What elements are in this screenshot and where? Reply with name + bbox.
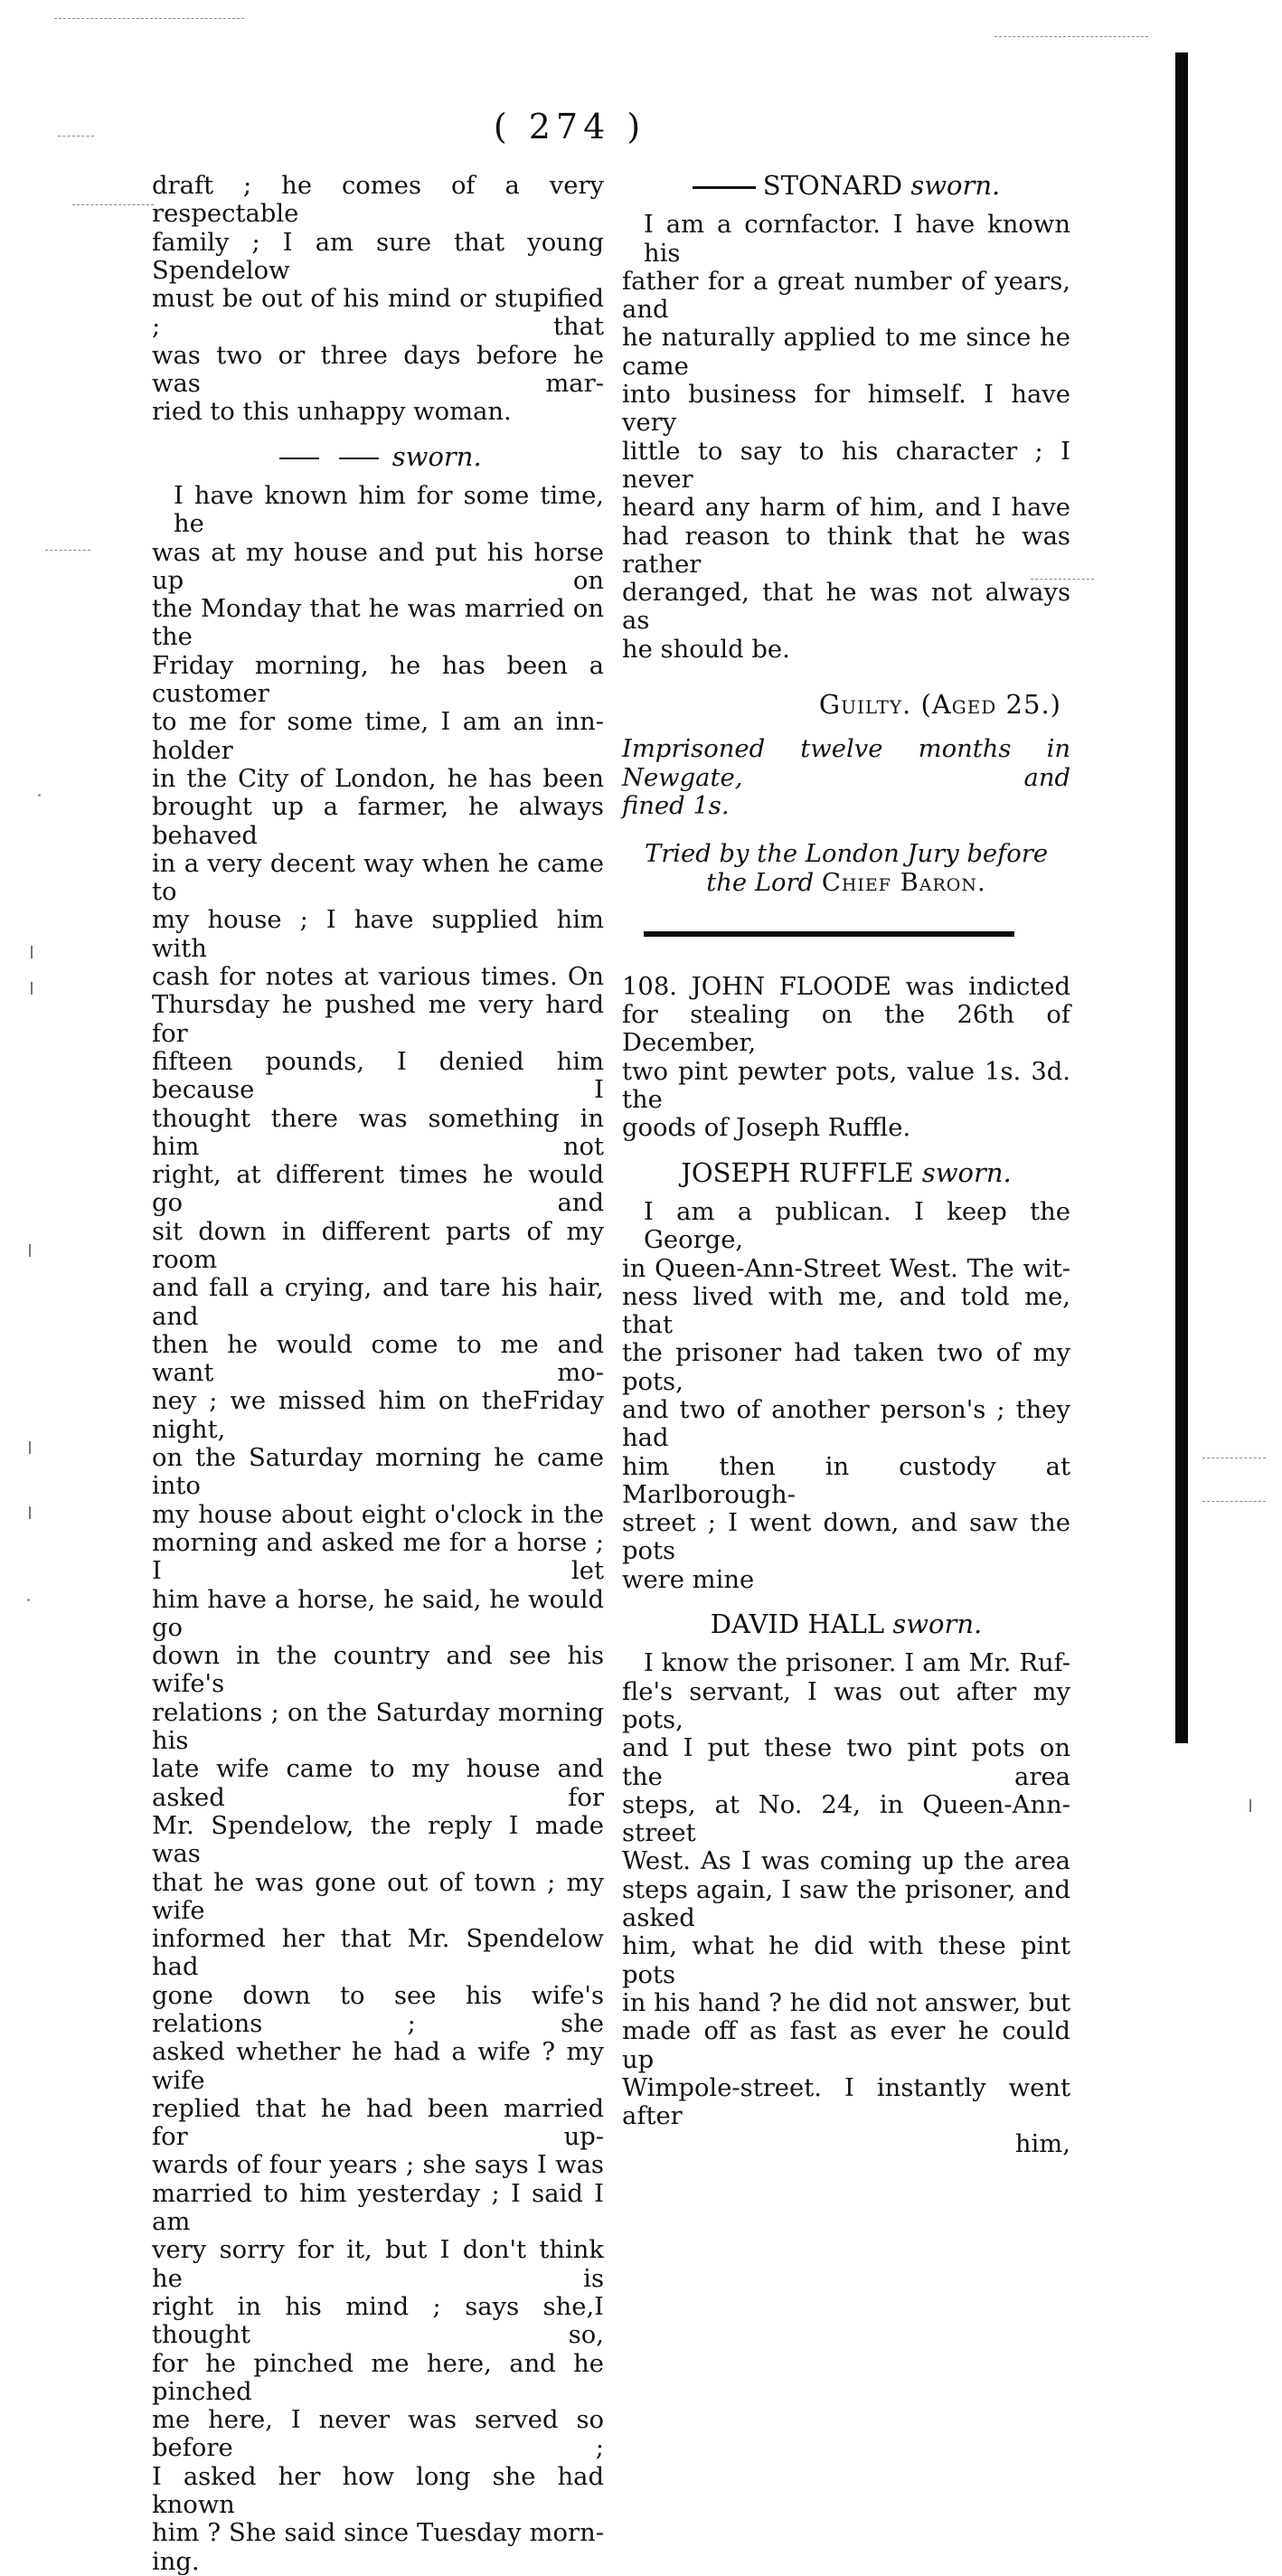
text-line: for stealing on the 26th of December,	[622, 1001, 1070, 1058]
text-line: right, at different times he would go and	[152, 1161, 604, 1218]
text-line: the Monday that he was married on the	[152, 595, 604, 652]
scan-mark	[29, 1244, 31, 1257]
name-blank-rule	[279, 458, 319, 459]
scan-mark	[29, 1441, 31, 1454]
text-line: West. As I was coming up the area	[622, 1847, 1070, 1876]
text-line: informed her that Mr. Spendelow had	[152, 1925, 604, 1982]
witness-name: STONARD	[762, 170, 903, 201]
sworn-label: sworn.	[921, 1156, 1012, 1188]
text-line: in his hand ? he did not answer, but	[622, 1988, 1070, 2017]
testimony-paragraph	[152, 482, 604, 2576]
witness-heading	[152, 440, 604, 472]
text-line: wards of four years ; she says I was	[152, 2151, 604, 2180]
text-line: family ; I am sure that young Spendelow	[152, 228, 604, 285]
page-number: ( 274 )	[493, 107, 646, 146]
judge-title: Chief Baron.	[821, 868, 986, 897]
text-line: Imprisoned twelve months in Newgate, and	[622, 735, 1070, 792]
text-line: he naturally applied to me since he came	[622, 324, 1070, 381]
text-line: was two or three days before he was mar-	[152, 341, 604, 399]
witness-name: JOSEPH RUFFLE	[681, 1156, 914, 1188]
text-line: for he pinched me here, and he pinched	[152, 2349, 604, 2406]
testimony-paragraph	[622, 1198, 1070, 1594]
text-line: that he was gone out of town ; my wife	[152, 1868, 604, 1925]
text-line: street ; I went down, and saw the pots	[622, 1509, 1070, 1566]
witness-heading-hall	[622, 1610, 1070, 1638]
text-line: in Queen-Ann-Street West. The wit-	[622, 1254, 1070, 1283]
text-line: ing.	[152, 2547, 200, 2576]
name-blank-rule	[339, 458, 379, 459]
text-line: I asked her how long she had known	[152, 2462, 604, 2520]
text-line: fifteen pounds, I denied him because I	[152, 1047, 604, 1105]
text-line: very sorry for it, but I don't think he is	[152, 2236, 604, 2293]
sworn-label: sworn.	[910, 170, 1001, 201]
text-line: ney ; we missed him on theFriday night,	[152, 1387, 604, 1444]
text-line: I am a cornfactor. I have known his	[644, 211, 1070, 268]
scan-mark	[27, 1599, 30, 1601]
scan-mark	[45, 550, 90, 551]
text-line: in a very decent way when he came to	[152, 849, 604, 907]
text-line: then he would come to me and want mo-	[152, 1330, 604, 1388]
scan-mark	[29, 1506, 31, 1519]
text-line: Thursday he pushed me very hard for	[152, 991, 604, 1048]
text-line: Friday morning, he has been a customer	[152, 651, 604, 709]
text-line: draft ; he comes of a very respectable	[152, 172, 604, 229]
text-line: ness lived with me, and told me, that	[622, 1282, 1070, 1340]
text-line: two pint pewter pots, value 1s. 3d. the	[622, 1057, 1070, 1115]
text-line: deranged, that he was not always as	[622, 579, 1070, 636]
text-line: me here, I never was served so before ;	[152, 2406, 604, 2463]
scan-mark	[54, 18, 244, 19]
section-divider	[644, 931, 1014, 937]
name-blank-rule	[693, 186, 756, 189]
scan-mark	[1202, 1501, 1266, 1502]
text-line: father for a great number of years, and	[622, 267, 1070, 325]
text-line: fined 1s.	[622, 791, 730, 820]
text-line: to me for some time, I am an inn-holder	[152, 708, 604, 765]
text-line: was at my house and put his horse up on	[152, 538, 604, 595]
text-line: him, what he did with these pint pots	[622, 1932, 1070, 1989]
tried-prefix: the Lord	[706, 868, 815, 897]
text-line: cash for notes at various times. On	[152, 963, 604, 992]
text-line: gone down to see his wife's relations ; she	[152, 1981, 604, 2038]
text-line: steps again, I saw the prisoner, and asked	[622, 1875, 1070, 1933]
text-line: him then in custody at Marlborough-	[622, 1452, 1070, 1509]
text-line: fle's servant, I was out after my pots,	[622, 1677, 1070, 1734]
testimony-paragraph	[622, 211, 1070, 664]
text-line: steps, at No. 24, in Queen-Ann-street	[622, 1790, 1070, 1848]
text-line: I have known him for some time, he	[174, 481, 604, 539]
text-line: were mine	[622, 1565, 755, 1594]
witness-name: DAVID HALL	[710, 1609, 885, 1640]
testimony-paragraph	[622, 1649, 1070, 2158]
text-line: into business for himself. I have very	[622, 381, 1070, 438]
text-line: thought there was something in him not	[152, 1104, 604, 1161]
verdict: Guilty. (Aged 25.)	[818, 689, 1061, 721]
page-edge-shadow	[1175, 52, 1188, 1743]
text-line: replied that he had been married for up-	[152, 2094, 604, 2152]
text-line: goods of Joseph Ruffle.	[622, 1114, 911, 1143]
text-line: in the City of London, he has been	[152, 764, 604, 793]
scan-mark	[31, 946, 33, 958]
testimony-paragraph	[152, 172, 604, 427]
text-line: relations ; on the Saturday morning his	[152, 1698, 604, 1756]
text-line: morning and asked me for a horse ; I let	[152, 1528, 604, 1586]
text-line: little to say to his character ; I never	[622, 437, 1070, 494]
text-line: married to him yesterday ; I said I am	[152, 2179, 604, 2237]
text-line: my house about eight o'clock in the	[152, 1500, 604, 1529]
text-line: I am a publican. I keep the George,	[644, 1197, 1070, 1255]
text-line: the prisoner had taken two of my pots,	[622, 1339, 1070, 1396]
sentence	[622, 735, 1070, 820]
catchword: him,	[1014, 2130, 1070, 2159]
text-line: had reason to think that he was rather	[622, 522, 1070, 579]
scan-mark	[72, 204, 154, 205]
text-line: Wimpole-street. I instantly went after	[622, 2073, 1070, 2131]
text-line: brought up a farmer, he always behaved	[152, 793, 604, 850]
text-line: he should be.	[622, 635, 790, 664]
scan-mark	[1249, 1799, 1251, 1812]
witness-heading-ruffle	[622, 1156, 1070, 1188]
right-column	[622, 172, 1070, 2159]
text-line: on the Saturday morning he came into	[152, 1444, 604, 1501]
text-line: my house ; I have supplied him with	[152, 906, 604, 963]
text-line: must be out of his mind or stupified ; that	[152, 285, 604, 342]
text-line: and fall a crying, and tare his hair, and	[152, 1274, 604, 1331]
text-line: him have a horse, he said, he would go	[152, 1585, 604, 1642]
text-line: ried to this unhappy woman.	[152, 398, 512, 427]
left-column	[152, 172, 604, 2576]
text-line: Tried by the London Jury before	[644, 840, 1049, 869]
text-line	[622, 869, 1070, 897]
sworn-label: sworn.	[391, 440, 482, 472]
scan-mark	[38, 794, 41, 797]
text-line: and I put these two pint pots on the area	[622, 1734, 1070, 1791]
text-line: made off as fast as ever he could up	[622, 2017, 1070, 2074]
scan-mark	[994, 36, 1148, 37]
text-line: 108. JOHN FLOODE was indicted	[622, 972, 1070, 1001]
text-line: heard any harm of him, and I have	[622, 494, 1070, 523]
case-paragraph	[622, 973, 1070, 1143]
text-line: and two of another person's ; they had	[622, 1395, 1070, 1453]
text-line: sit down in different parts of my room	[152, 1217, 604, 1274]
text-line: right in his mind ; says she,I thought so,	[152, 2292, 604, 2350]
text-line: Mr. Spendelow, the reply I made was	[152, 1811, 604, 1869]
text-line: asked whether he had a wife ? my wife	[152, 2038, 604, 2095]
text-line: him ? She said since Tuesday morn-	[152, 2519, 604, 2548]
text-line: late wife came to my house and asked for	[152, 1755, 604, 1812]
tried-by	[622, 840, 1070, 897]
scan-mark	[31, 982, 33, 995]
text-line: down in the country and see his wife's	[152, 1642, 604, 1699]
witness-heading-stonard	[622, 172, 1070, 200]
text-line: I know the prisoner. I am Mr. Ruf-	[644, 1649, 1070, 1678]
sworn-label: sworn.	[892, 1609, 983, 1640]
